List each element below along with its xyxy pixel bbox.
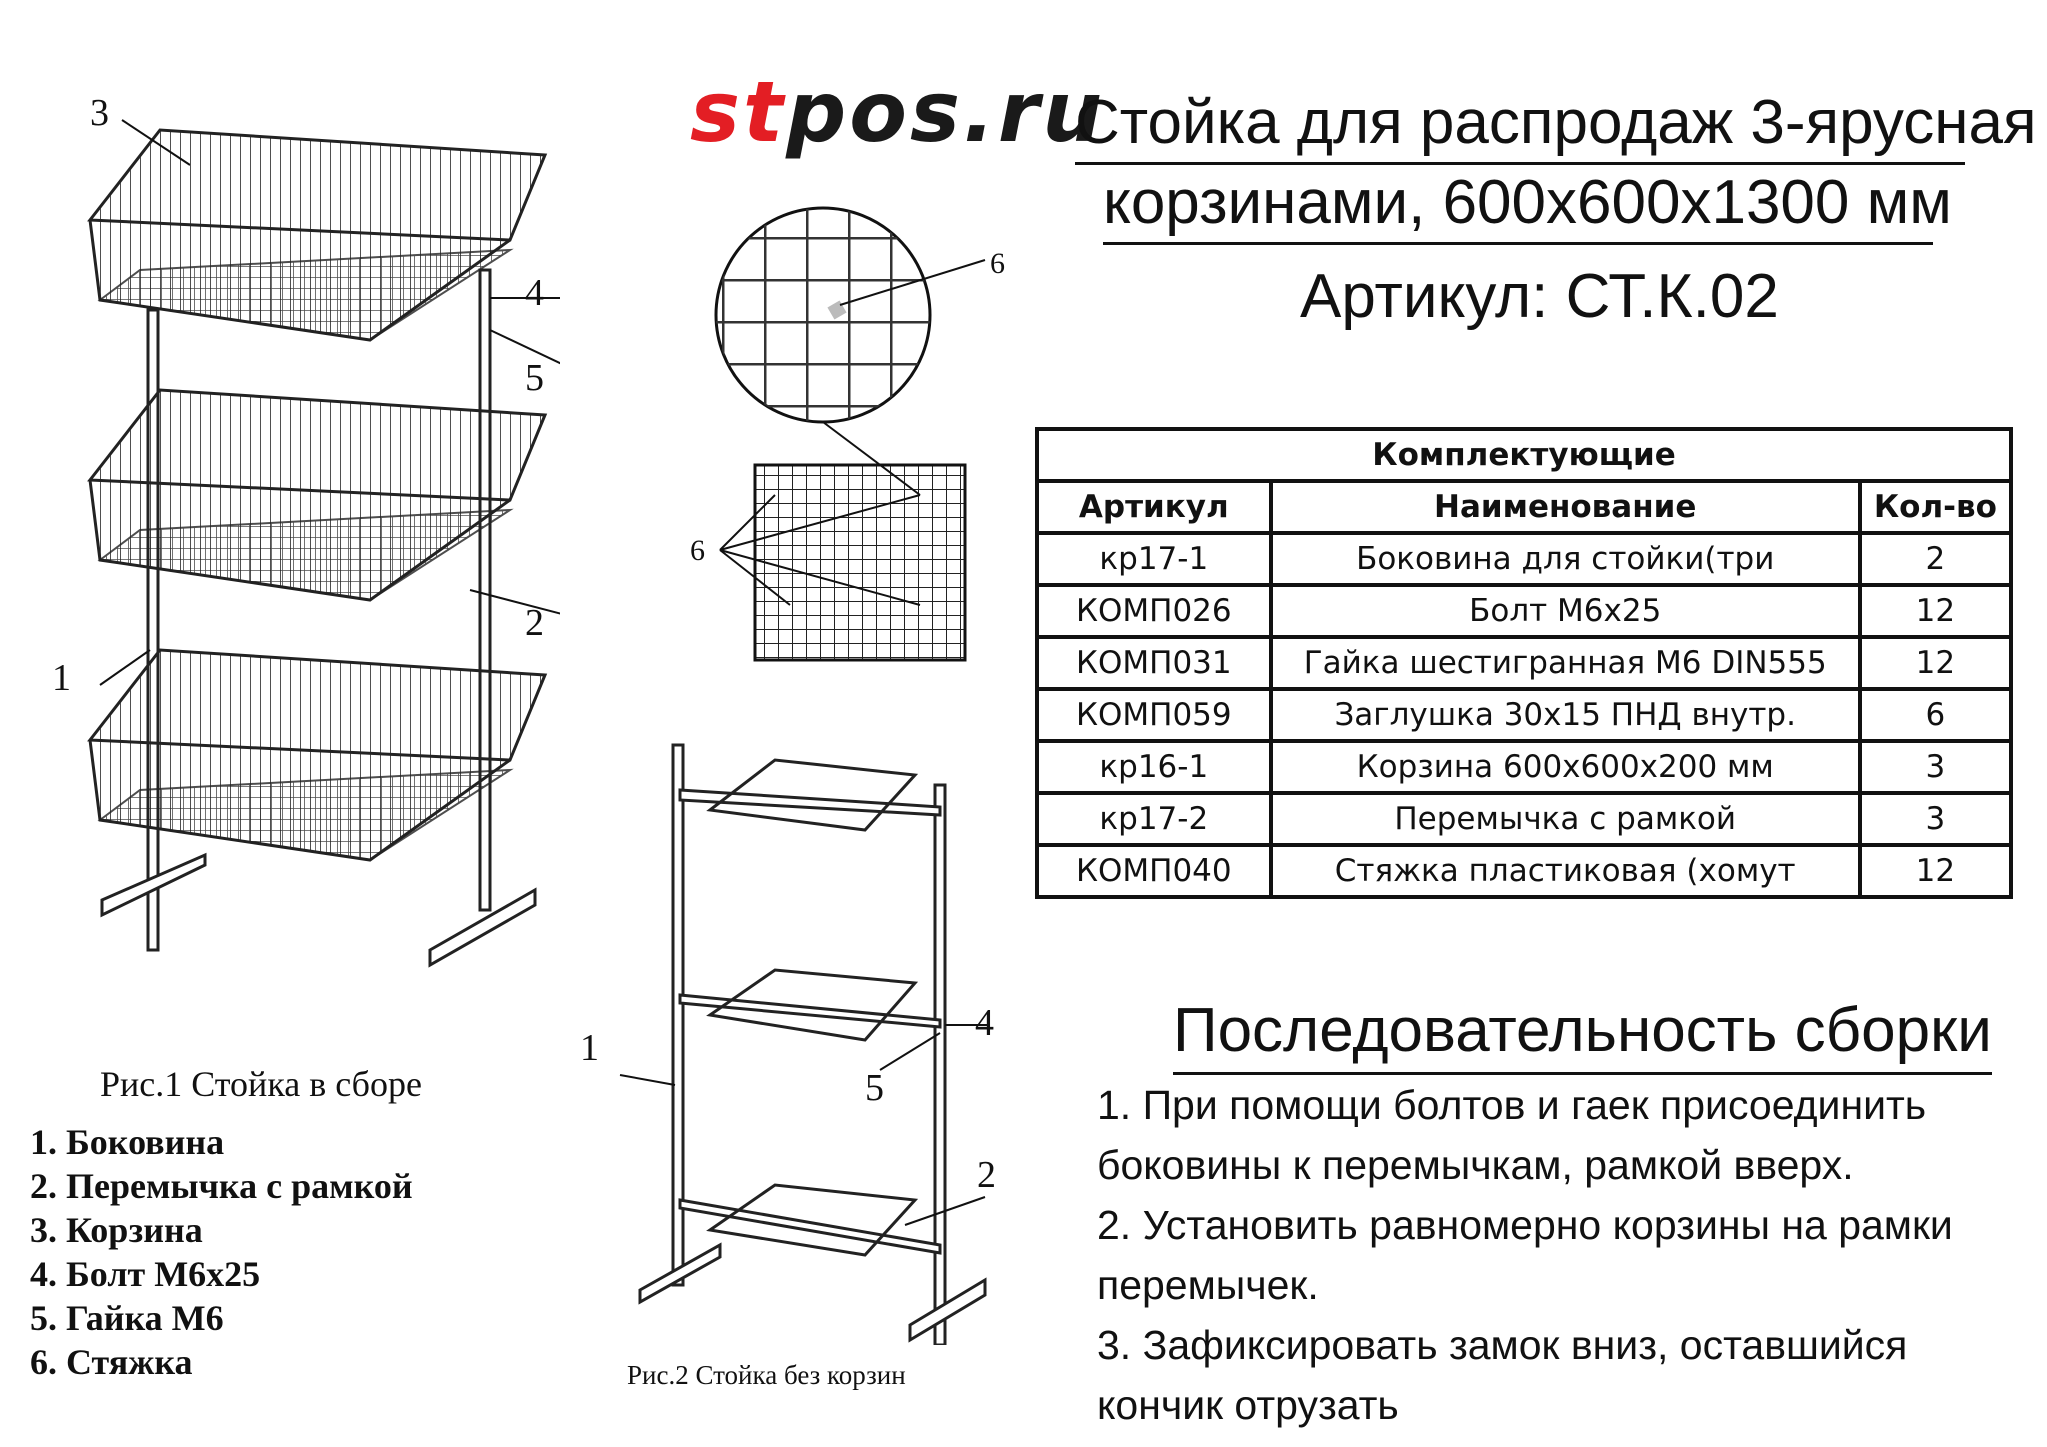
table-header-row <box>1037 481 2011 533</box>
basket-tier-2 <box>90 390 545 600</box>
cell-qty: 6 <box>1860 689 2011 741</box>
cell-name: Перемычка с рамкой <box>1271 793 1860 845</box>
col-header-article: Артикул <box>1037 481 1271 533</box>
legend-item: 2. Перемычка с рамкой <box>30 1166 413 1206</box>
legend-item: 3. Корзина <box>30 1210 203 1250</box>
detail-callout-6b: 6 <box>690 534 705 567</box>
article-number: Артикул: СТ.К.02 <box>1300 262 1779 331</box>
cell-article: КОМП059 <box>1037 689 1271 741</box>
cell-name: Боковина для стойки(три <box>1271 533 1860 585</box>
figure2-caption: Рис.2 Стойка без корзин <box>627 1360 906 1390</box>
assembly-line: кончик отрузать <box>1097 1382 1399 1428</box>
fig1-callout-5: 5 <box>525 357 544 399</box>
assembly-line: 2. Установить равномерно корзины на рамки <box>1097 1202 1953 1248</box>
cell-article: КОМП026 <box>1037 585 1271 637</box>
cell-article: кр17-2 <box>1037 793 1271 845</box>
parts-table <box>1035 427 2013 899</box>
parts-legend <box>30 1120 413 1384</box>
assembly-line: 1. При помощи болтов и гаек присоединить <box>1097 1082 1927 1128</box>
legend-item: 6. Стяжка <box>30 1342 193 1382</box>
table-row <box>1037 533 2011 585</box>
detail-drawing <box>680 195 1040 675</box>
table-row <box>1037 585 2011 637</box>
table-row <box>1037 793 2011 845</box>
fig2-callout-5: 5 <box>865 1067 884 1109</box>
figure1-drawing <box>40 90 560 970</box>
col-header-name: Наименование <box>1271 481 1860 533</box>
fig1-callout-1: 1 <box>52 657 71 699</box>
cell-qty: 3 <box>1860 741 2011 793</box>
cell-qty: 2 <box>1860 533 2011 585</box>
assembly-line: 3. Зафиксировать замок вниз, оставшийся <box>1097 1322 1908 1368</box>
title-line-2: корзинами, 600х600х1300 мм <box>1103 172 1933 245</box>
cell-qty: 12 <box>1860 845 2011 897</box>
detail-callout-6a: 6 <box>990 247 1005 280</box>
cell-article: кр17-1 <box>1037 533 1271 585</box>
assembly-steps <box>1097 1075 2027 1435</box>
brand-logo: stpos.ru <box>690 63 1106 161</box>
table-row <box>1037 741 2011 793</box>
table-caption-row <box>1037 429 2011 481</box>
legend-item: 1. Боковина <box>30 1122 225 1162</box>
cell-name: Гайка шестигранная М6 DIN555 <box>1271 637 1860 689</box>
fig2-callout-2: 2 <box>977 1154 996 1196</box>
assembly-title: Последовательность сборки <box>1173 1000 1992 1075</box>
cell-name: Болт М6х25 <box>1271 585 1860 637</box>
fig2-callout-1: 1 <box>580 1027 599 1069</box>
cell-qty: 3 <box>1860 793 2011 845</box>
figure2-drawing <box>580 735 1040 1345</box>
table-row <box>1037 689 2011 741</box>
cell-qty: 12 <box>1860 637 2011 689</box>
cell-qty: 12 <box>1860 585 2011 637</box>
assembly-line: боковины к перемычкам, рамкой вверх. <box>1097 1142 1854 1188</box>
col-header-qty: Кол-во <box>1860 481 2011 533</box>
fig1-callout-4: 4 <box>525 272 544 314</box>
fig2-callout-4: 4 <box>975 1002 994 1044</box>
fig1-callout-2: 2 <box>525 602 544 644</box>
legend-item: 5. Гайка М6 <box>30 1298 224 1338</box>
basket-tier-3 <box>90 650 545 860</box>
cell-name: Стяжка пластиковая (хомут <box>1271 845 1860 897</box>
cell-article: кр16-1 <box>1037 741 1271 793</box>
cell-article: КОМП040 <box>1037 845 1271 897</box>
cell-article: КОМП031 <box>1037 637 1271 689</box>
assembly-line: перемычек. <box>1097 1262 1319 1308</box>
table-row <box>1037 637 2011 689</box>
table-caption: Комплектующие <box>1037 429 2011 481</box>
basket-tier-1 <box>90 130 545 340</box>
fig1-callout-3: 3 <box>90 92 109 134</box>
figure1-caption: Рис.1 Стойка в сборе <box>100 1064 422 1104</box>
table-row <box>1037 845 2011 897</box>
cell-name: Заглушка 30х15 ПНД внутр. <box>1271 689 1860 741</box>
title-line-1: Стойка для распродаж 3-ярусная <box>1075 92 1965 165</box>
legend-item: 4. Болт М6х25 <box>30 1254 261 1294</box>
cell-name: Корзина 600х600х200 мм <box>1271 741 1860 793</box>
